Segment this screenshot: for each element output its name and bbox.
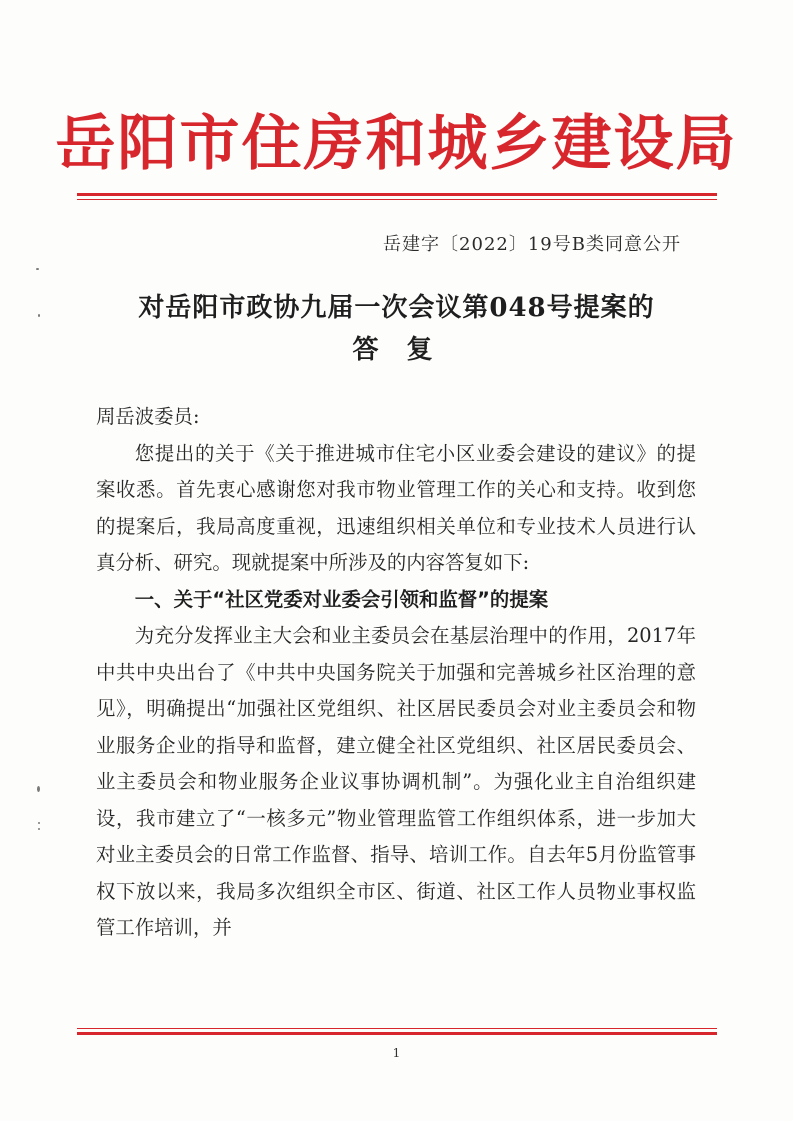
page-number: 1 [392, 1046, 401, 1060]
document-title-line1: 对岳阳市政协九届一次会议第048号提案的 [138, 293, 655, 323]
salutation: 周岳波委员: [96, 405, 200, 428]
document-body [96, 399, 696, 947]
scan-speck [38, 828, 40, 830]
section-heading: 一、关于“社区党委对业委会引领和监督”的提案 [134, 587, 549, 611]
document-title-line2: 答复 [352, 335, 461, 365]
document-number: 岳建字〔2022〕19号B类同意公开 [383, 234, 681, 255]
scan-speck [36, 268, 39, 270]
scan-speck [38, 314, 40, 317]
section-paragraph: 为充分发挥业主大会和业主委员会在基层治理中的作用，2017年中共中央出台了《中共中央国务院关于加强和完善城乡社区治理的意见》，明确提出“加强社区党组织、社区居民委员会对业主委员会和物业服务企业的指导和监督，建立健全社区党组织、社区居民委员会、业主委员会和物业服务企业议事协调机制”。为强化业主自治组织建设，我市建立了“一核多元”物业管理监管工作组织体系，进一步加大对业主委员会的日常工作监督、指导、培训工作。自去年5月份监管事权下放以来，我局多次组织全市区、街道、社区工作人员物业事权监管工作培训，并 [96, 624, 696, 939]
intro-paragraph: 您提出的关于《关于推进城市住宅小区业委会建设的建议》的提案收悉。首先衷心感谢您对我市物业管理工作的关心和支持。收到您的提案后，我局高度重视，迅速组织相关单位和专业技术人员进行认真分析、研究。现就提案中所涉及的内容答复如下: [96, 441, 696, 574]
footer-rule-thick [77, 1032, 717, 1035]
footer-rule-thin [77, 1028, 717, 1029]
letterhead-rule-thick [77, 193, 717, 196]
scan-speck [37, 786, 40, 792]
scan-speck [38, 822, 40, 824]
letterhead-rule-thin [77, 199, 717, 200]
agency-letterhead: 岳阳市住房和城乡建设局 [55, 109, 738, 179]
